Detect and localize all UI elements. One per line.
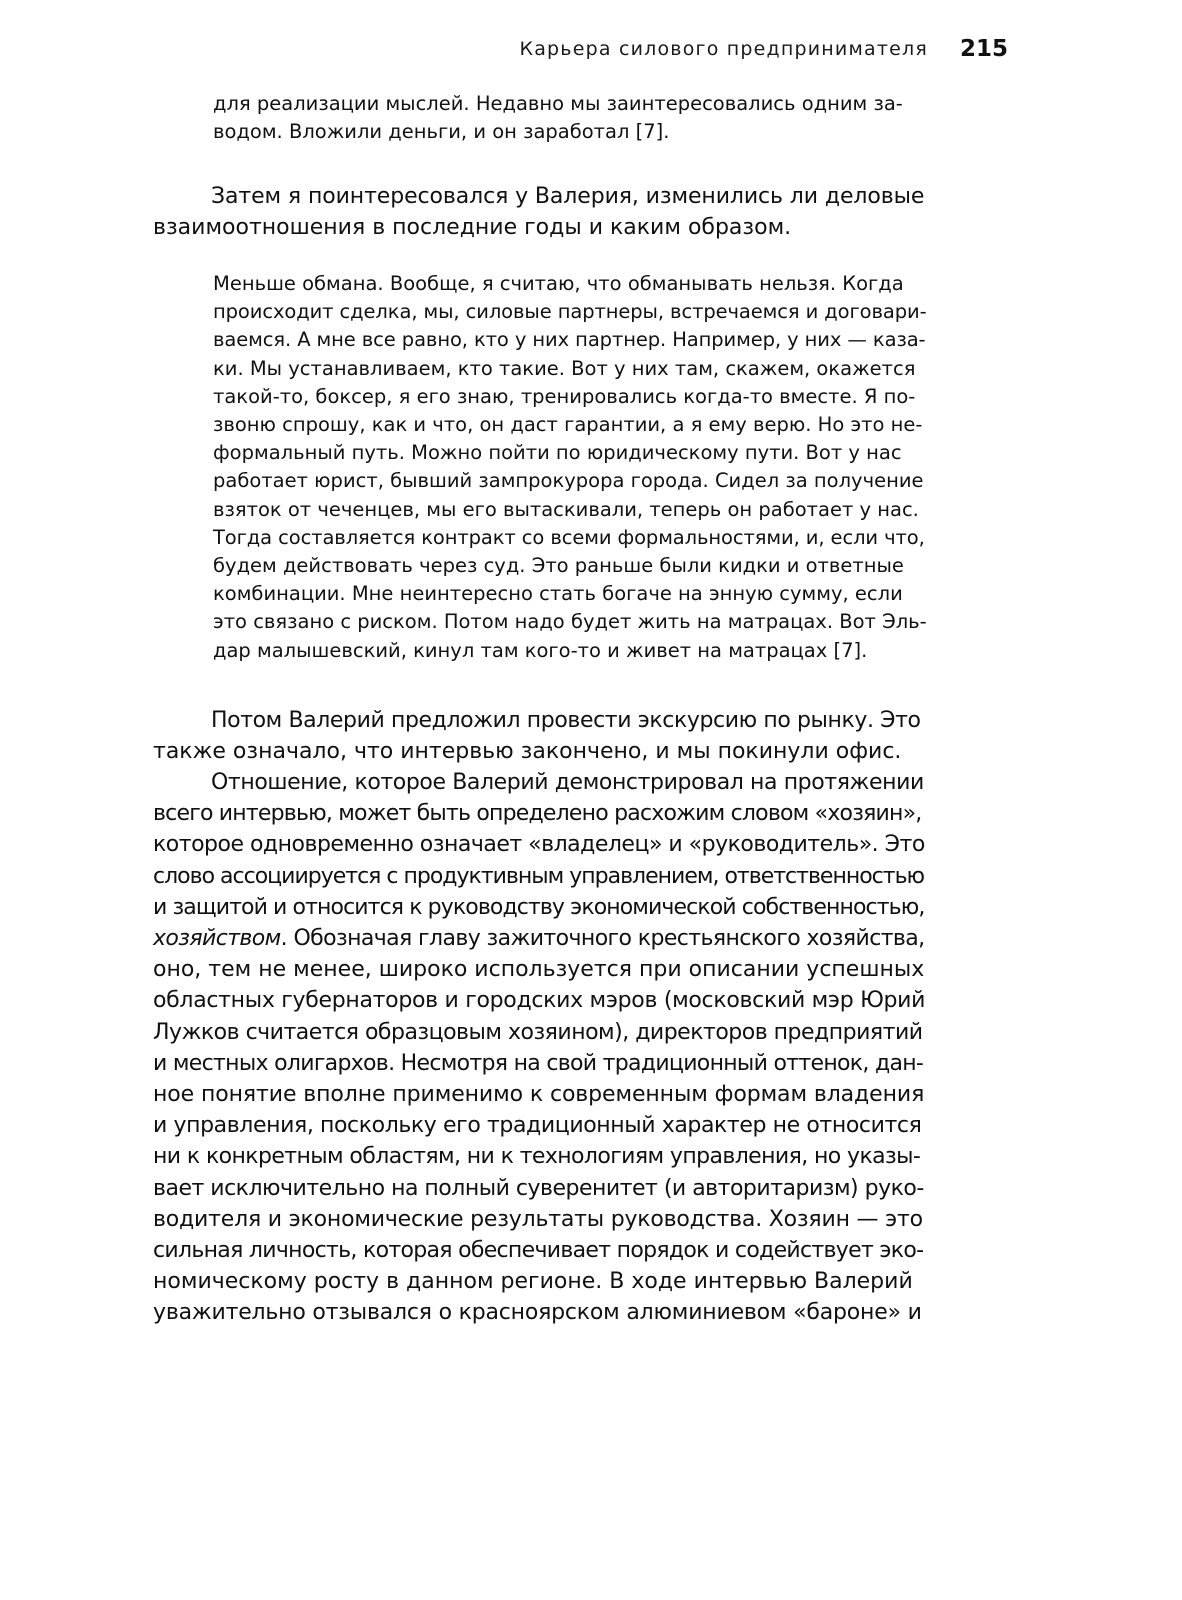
text-line: номическому росту в данном регионе. В ходе интервью Валерий	[153, 1269, 913, 1295]
text-line: это связано с риском. Потом надо будет жить на матрацах. Вот Эль-	[213, 610, 927, 634]
text-line: звоню спрошу, как и что, он даст гарантии, а я ему верю. Но это не-	[213, 413, 923, 437]
page-number: 215	[959, 36, 1008, 62]
text-line: и управления, поскольку его традиционный характер не относится	[153, 1113, 922, 1139]
text-line: происходит сделка, мы, силовые партнеры, встречаемся и договари-	[213, 300, 927, 324]
text-line: Меньше обмана. Вообще, я считаю, что обманывать нельзя. Когда	[213, 272, 904, 295]
text-line: водителя и экономические результаты руководства. Хозяин — это	[153, 1206, 923, 1232]
running-head	[150, 36, 1010, 66]
text-line: работает юрист, бывший зампрокурора города. Сидел за получение	[213, 469, 924, 493]
text-line: и защитой и относится к руководству экономической собственностью,	[153, 894, 925, 920]
text-fragment: . Обозначая главу зажиточного крестьянского хозяйства,	[280, 926, 925, 952]
text-line: Лужков считается образцовым хозяином), директоров предприятий	[153, 1019, 923, 1045]
block-quote-interview	[213, 270, 927, 665]
text-line: оно, тем не менее, широко используется при описании успешных	[153, 957, 925, 983]
text-line: областных губернаторов и городских мэров (московский мэр Юрий	[153, 988, 926, 1014]
paragraph-excursion	[153, 705, 925, 767]
text-line: Тогда составляется контракт со всеми формальностями, и, если что,	[213, 525, 925, 549]
paragraph-intro	[153, 181, 925, 243]
text-line: слово ассоциируется с продуктивным управлением, ответственностью	[153, 863, 925, 889]
text-line: ки. Мы устанавливаем, кто такие. Вот у них там, скажем, окажется	[213, 356, 916, 380]
text-line: для реализации мыслей. Недавно мы заинтересовались одним за-	[213, 92, 903, 115]
text-line: взаимоотношения в последние годы и каким образом.	[153, 215, 792, 241]
text-line: сильная личность, которая обеспечивает порядок и содействует эко-	[153, 1238, 924, 1264]
italic-term: хозяйством	[153, 926, 281, 952]
text-line: комбинации. Мне неинтересно стать богаче на энную сумму, если	[213, 582, 903, 606]
text-line: водом. Вложили деньги, и он заработал [7].	[213, 120, 670, 144]
text-line: Затем я поинтересовался у Валерия, изменились ли деловые	[211, 184, 925, 209]
text-line: которое одновременно означает «владелец» и «руководитель». Это	[153, 832, 925, 858]
text-line: вает исключительно на полный суверенитет (и авторитаризм) руко-	[153, 1175, 924, 1201]
text-line: ное понятие вполне применимо к современным формам владения	[153, 1082, 925, 1108]
text-line: уважительно отзывался о красноярском алюминиевом «бароне» и	[153, 1300, 922, 1326]
block-quote-continued	[213, 90, 927, 146]
text-line: ваемся. А мне все равно, кто у них партнер. Например, у них — каза-	[213, 328, 926, 352]
running-title: Карьера силового предпринимателя	[519, 38, 928, 60]
text-line: дар малышевский, кинул там кого-то и живет на матрацах [7].	[213, 638, 868, 662]
text-line-with-italic	[153, 923, 925, 954]
paragraph-khozyain	[153, 767, 925, 1329]
text-line: всего интервью, может быть определено расхожим словом «хозяин»,	[153, 801, 922, 827]
text-line: будем действовать через суд. Это раньше были кидки и ответные	[213, 554, 904, 578]
text-line: ни к конкретным областям, ни к технологиям управления, но указы-	[153, 1144, 921, 1170]
text-line: взяток от чеченцев, мы его вытаскивали, теперь он работает у нас.	[213, 497, 919, 521]
text-line: также означало, что интервью закончено, и мы покинули офис.	[153, 739, 902, 765]
text-line: и местных олигархов. Несмотря на свой традиционный оттенок, дан-	[153, 1050, 924, 1076]
text-line: Отношение, которое Валерий демонстрировал на протяжении	[211, 770, 924, 795]
text-line: формальный путь. Можно пойти по юридическому пути. Вот у нас	[213, 441, 902, 465]
text-line: такой-то, боксер, я его знаю, тренировались когда-то вместе. Я по-	[213, 384, 916, 408]
text-line: Потом Валерий предложил провести экскурсию по рынку. Это	[211, 708, 921, 733]
